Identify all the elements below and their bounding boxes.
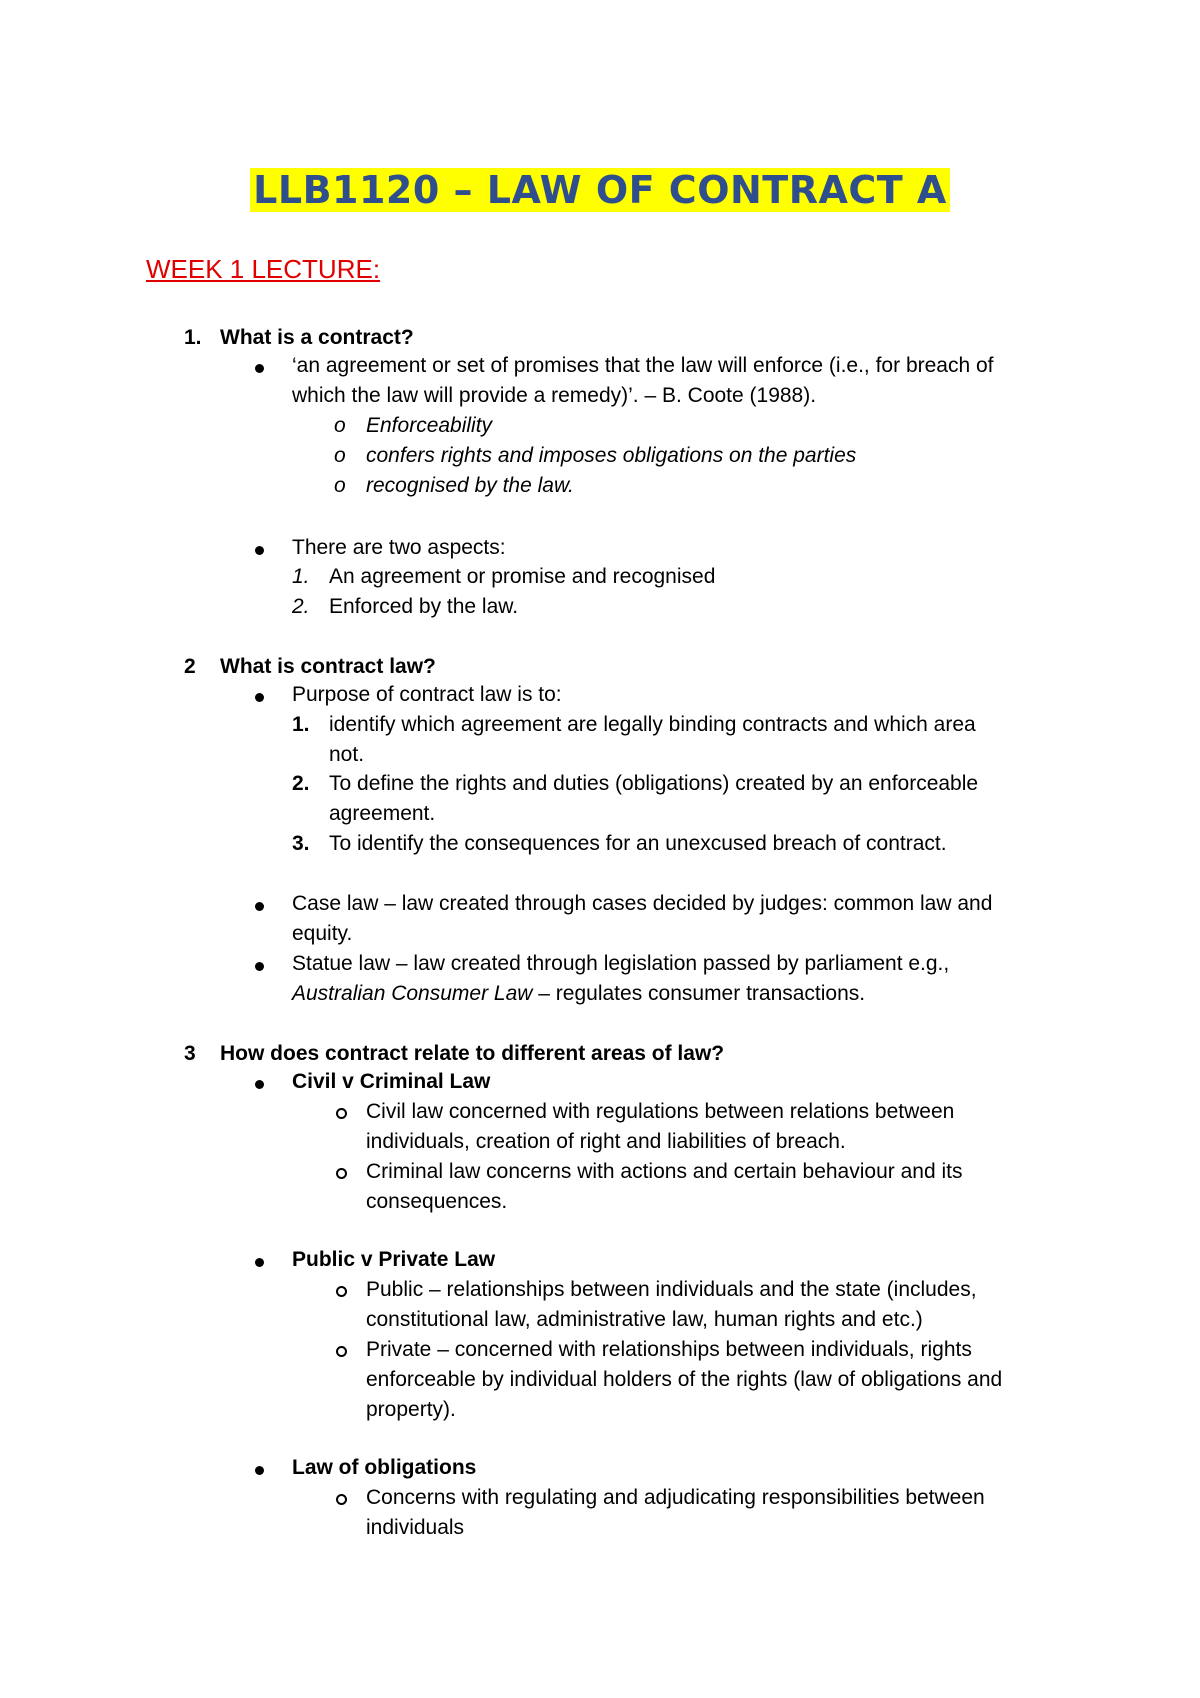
bullet-icon — [255, 902, 264, 911]
hollow-bullet-icon — [336, 1286, 347, 1297]
purpose-1-line-2: not. — [329, 743, 365, 766]
obligations-line-2: individuals — [366, 1516, 465, 1539]
public-law-line-2: constitutional law, administrative law, human rights and etc.) — [366, 1308, 923, 1331]
circle-bullet-icon: o — [334, 474, 346, 497]
public-private-heading: Public v Private Law — [292, 1248, 496, 1271]
public-law-line-1: Public – relationships between individuals and the state (includes, — [366, 1278, 977, 1301]
sub-item-enforceability: Enforceability — [366, 414, 493, 437]
purpose-intro: Purpose of contract law is to: — [292, 683, 562, 706]
circle-bullet-icon: o — [334, 444, 346, 467]
hollow-bullet-icon — [336, 1494, 347, 1505]
aspect-1-number: 1. — [292, 565, 310, 588]
purpose-3: To identify the consequences for an unexcused breach of contract. — [329, 832, 947, 855]
statue-law-line-1: Statue law – law created through legislation passed by parliament e.g., — [292, 952, 950, 975]
private-law-line-2: enforceable by individual holders of the rights (law of obligations and — [366, 1368, 1003, 1391]
section-2-number: 2 — [184, 655, 196, 678]
obligations-heading: Law of obligations — [292, 1456, 477, 1479]
purpose-1-line-1: identify which agreement are legally binding contracts and which area — [329, 713, 976, 736]
bullet-icon — [255, 1080, 264, 1089]
purpose-2-line-2: agreement. — [329, 802, 436, 825]
civil-criminal-heading: Civil v Criminal Law — [292, 1070, 491, 1093]
sub-item-recognised: recognised by the law. — [366, 474, 574, 497]
bullet-icon — [255, 1466, 264, 1475]
section-1-number: 1. — [184, 326, 202, 349]
aspect-1: An agreement or promise and recognised — [329, 565, 716, 588]
section-3-heading: How does contract relate to different areas of law? — [220, 1042, 725, 1065]
statue-law-line-2-rest: – regulates consumer transactions. — [532, 982, 866, 1005]
aspect-2: Enforced by the law. — [329, 595, 519, 618]
bullet-icon — [255, 1258, 264, 1267]
case-law-line-1: Case law – law created through cases decided by judges: common law and — [292, 892, 993, 915]
civil-law-line-1: Civil law concerned with regulations between relations between — [366, 1100, 955, 1123]
hollow-bullet-icon — [336, 1108, 347, 1119]
circle-bullet-icon: o — [334, 414, 346, 437]
aspect-2-number: 2. — [292, 595, 310, 618]
quote-line-1: ‘an agreement or set of promises that the law will enforce (i.e., for breach of — [292, 354, 994, 377]
bullet-icon — [255, 693, 264, 702]
bullet-icon — [255, 546, 264, 555]
section-3-number: 3 — [184, 1042, 196, 1065]
purpose-1-number: 1. — [292, 713, 310, 736]
private-law-line-3: property). — [366, 1398, 456, 1421]
purpose-3-number: 3. — [292, 832, 310, 855]
purpose-2-number: 2. — [292, 772, 310, 795]
bullet-icon — [255, 962, 264, 971]
criminal-law-line-1: Criminal law concerns with actions and certain behaviour and its — [366, 1160, 963, 1183]
civil-law-line-2: individuals, creation of right and liabilities of breach. — [366, 1130, 846, 1153]
section-1-heading: What is a contract? — [220, 326, 414, 349]
hollow-bullet-icon — [336, 1168, 347, 1179]
purpose-2-line-1: To define the rights and duties (obligations) created by an enforceable — [329, 772, 979, 795]
acl-reference: Australian Consumer Law — [292, 982, 533, 1005]
bullet-icon — [255, 364, 264, 373]
aspects-intro: There are two aspects: — [292, 536, 506, 559]
document-title: LLB1120 – LAW OF CONTRACT A — [250, 168, 950, 212]
week-heading: WEEK 1 LECTURE: — [146, 254, 381, 284]
obligations-line-1: Concerns with regulating and adjudicating responsibilities between — [366, 1486, 985, 1509]
private-law-line-1: Private – concerned with relationships between individuals, rights — [366, 1338, 972, 1361]
case-law-line-2: equity. — [292, 922, 353, 945]
document-title-wrap — [0, 168, 1200, 212]
quote-line-2: which the law will provide a remedy)’. – B. Coote (1988). — [292, 384, 817, 407]
sub-item-rights: confers rights and imposes obligations on the parties — [366, 444, 857, 467]
statue-law-line-2 — [292, 980, 865, 1008]
section-2-heading: What is contract law? — [220, 655, 436, 678]
hollow-bullet-icon — [336, 1346, 347, 1357]
criminal-law-line-2: consequences. — [366, 1190, 508, 1213]
